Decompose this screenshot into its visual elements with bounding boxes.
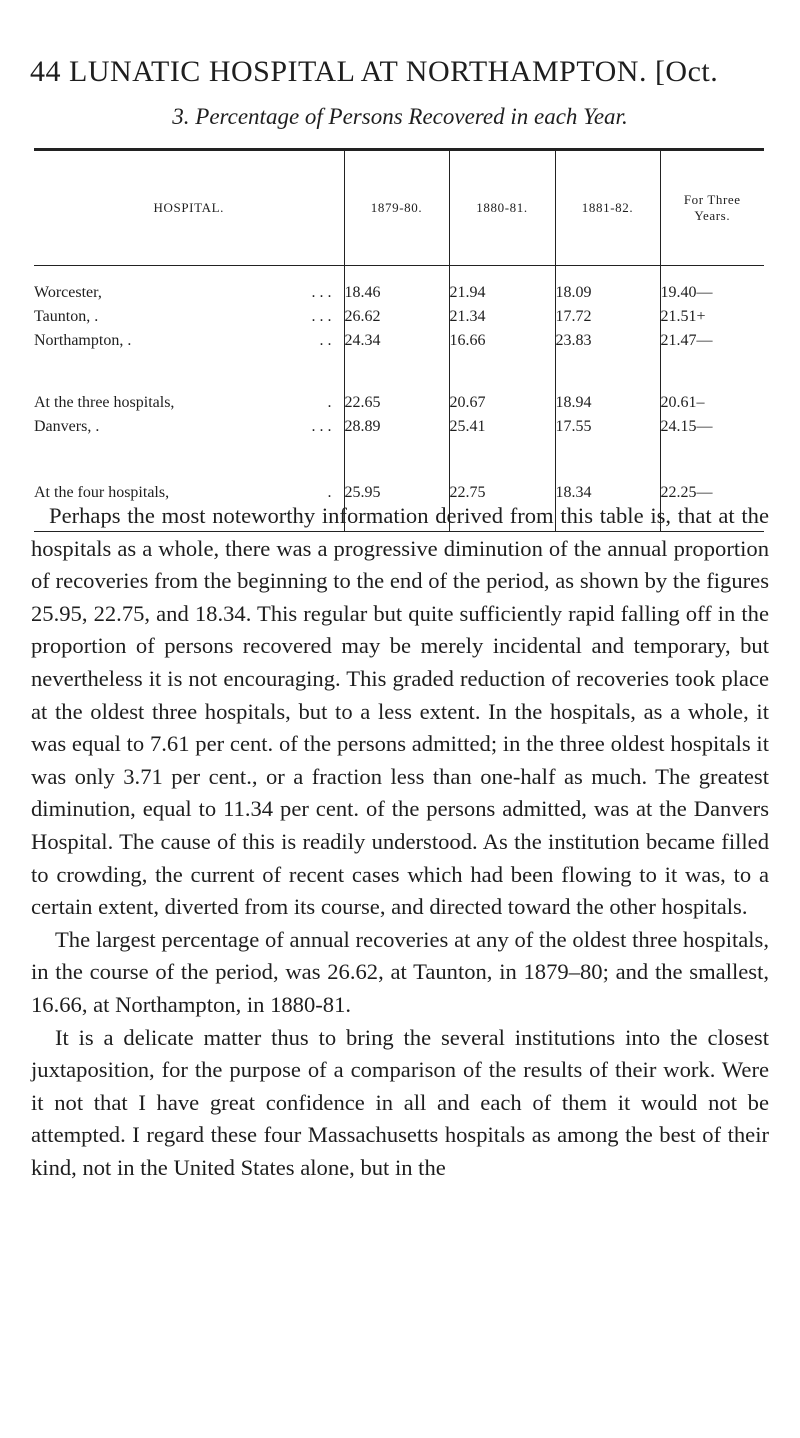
table-caption: 3. Percentage of Persons Recovered in each Year. — [172, 104, 628, 129]
recovery-percentage-table — [34, 148, 764, 532]
hospital-name: Worcester, — [34, 284, 102, 301]
value-cell: 19.40— — [660, 284, 713, 301]
leader-dots: . — [327, 394, 332, 411]
value-cell: 17.55 — [555, 418, 592, 435]
col-three-years — [660, 266, 764, 370]
value-cell: 17.72 — [555, 308, 592, 325]
value-cell: 18.34 — [555, 484, 592, 501]
leader-dots: . . . — [311, 418, 332, 435]
paragraph: Perhaps the most noteworthy information derived from this table is, that at the hospitals as a whole, there was a progressive diminution of the annual proportion of recoveries from the beginning to the end of the period, as shown by the figures 25.95, 22.75, and 18.34. This regular but quite sufficiently rapid falling off in the proportion of persons recovered may be merely incidental and temporary, but nevertheless it is not encouraging. This graded reduction of recoveries took place at the oldest three hospitals, but to a less extent. In the hospitals, as a whole, it was equal to 7.61 per cent. of the persons admitted; in the three oldest hospitals it was only 3.71 per cent., or a fraction less than one-half as much. The greatest diminution, equal to 11.34 per cent. of the persons admitted, was at the Danvers Hospital. The cause of this is readily understood. As the institution became filled to crowding, the current of recent cases which had been flowing to it was, to a certain extent, diverted from its course, and directed toward the other hospitals. — [31, 503, 769, 920]
value-cell: 21.47— — [660, 332, 713, 349]
table-group-three-plus-danvers — [34, 369, 764, 461]
header-1880-81: 1880-81. — [449, 150, 555, 266]
header-1881-82: 1881-82. — [555, 150, 660, 266]
hospital-name: Danvers, . — [34, 418, 100, 435]
body-text — [31, 500, 769, 1184]
leader-dots: . — [327, 484, 332, 501]
hospital-name: Northampton, . — [34, 332, 132, 349]
value-cell: 25.95 — [344, 484, 381, 501]
value-cell: 26.62 — [344, 308, 381, 325]
header-three-years-line1: For Three — [683, 192, 741, 207]
leader-dots: . . — [319, 332, 332, 349]
leader-dots: . . . — [311, 284, 332, 301]
value-cell: 21.94 — [449, 284, 486, 301]
leader-dots: . . . — [311, 308, 332, 325]
header-three-years — [660, 150, 764, 266]
hospital-name: At the three hospitals, — [34, 394, 175, 411]
hospital-name: At the four hospitals, — [34, 484, 170, 501]
value-cell: 22.75 — [449, 484, 486, 501]
header-three-years-line2: Years. — [694, 208, 731, 223]
value-cell: 25.41 — [449, 418, 486, 435]
col-1881-82 — [555, 369, 660, 461]
value-cell: 18.94 — [555, 394, 592, 411]
value-cell: 22.25— — [660, 484, 713, 501]
header-hospital: HOSPITAL. — [153, 200, 224, 215]
col-1880-81 — [449, 266, 555, 370]
value-cell: 21.34 — [449, 308, 486, 325]
col-1879-80 — [344, 369, 449, 461]
value-cell: 24.15— — [660, 418, 713, 435]
hospital-name: Taunton, . — [34, 308, 99, 325]
value-cell: 22.65 — [344, 394, 381, 411]
col-three-years — [660, 369, 764, 461]
header-1879-80: 1879-80. — [344, 150, 449, 266]
row-label-danvers — [34, 415, 344, 439]
hospital-names — [34, 369, 344, 461]
col-1880-81 — [449, 369, 555, 461]
hospital-names — [34, 266, 344, 370]
value-cell: 23.83 — [555, 332, 592, 349]
value-cell: 21.51+ — [660, 308, 706, 325]
value-cell: 16.66 — [449, 332, 486, 349]
paragraph: It is a delicate matter thus to bring the several institutions into the closest juxtaposition, for the purpose of a comparison of the results of their work. Were it not that I have great confidence in all and each of them it would not be attempted. I regard these four Massachusetts hospitals as among the best of their kind, not in the United States alone, but in the — [31, 1024, 769, 1180]
col-1879-80 — [344, 266, 449, 370]
row-label-northampton — [34, 329, 344, 353]
table-group-three-oldest — [34, 266, 764, 370]
value-cell: 18.46 — [344, 284, 381, 301]
value-cell: 24.34 — [344, 332, 381, 349]
row-label-worcester — [34, 281, 344, 305]
value-cell: 20.61– — [660, 394, 705, 411]
value-cell: 18.09 — [555, 284, 592, 301]
page-header: 44 LUNATIC HOSPITAL AT NORTHAMPTON. [Oct. — [30, 55, 719, 88]
row-label-three-hospitals — [34, 391, 344, 415]
value-cell: 20.67 — [449, 394, 486, 411]
table-header-row — [34, 150, 764, 266]
col-1881-82 — [555, 266, 660, 370]
value-cell: 28.89 — [344, 418, 381, 435]
row-label-taunton — [34, 305, 344, 329]
recovery-table-container — [34, 148, 764, 532]
paragraph: The largest percentage of annual recoveries at any of the oldest three hospitals, in the course of the period, was 26.62, at Taunton, in 1879–80; and the smallest, 16.66, at Northampton, in 1880-81. — [31, 926, 769, 1017]
